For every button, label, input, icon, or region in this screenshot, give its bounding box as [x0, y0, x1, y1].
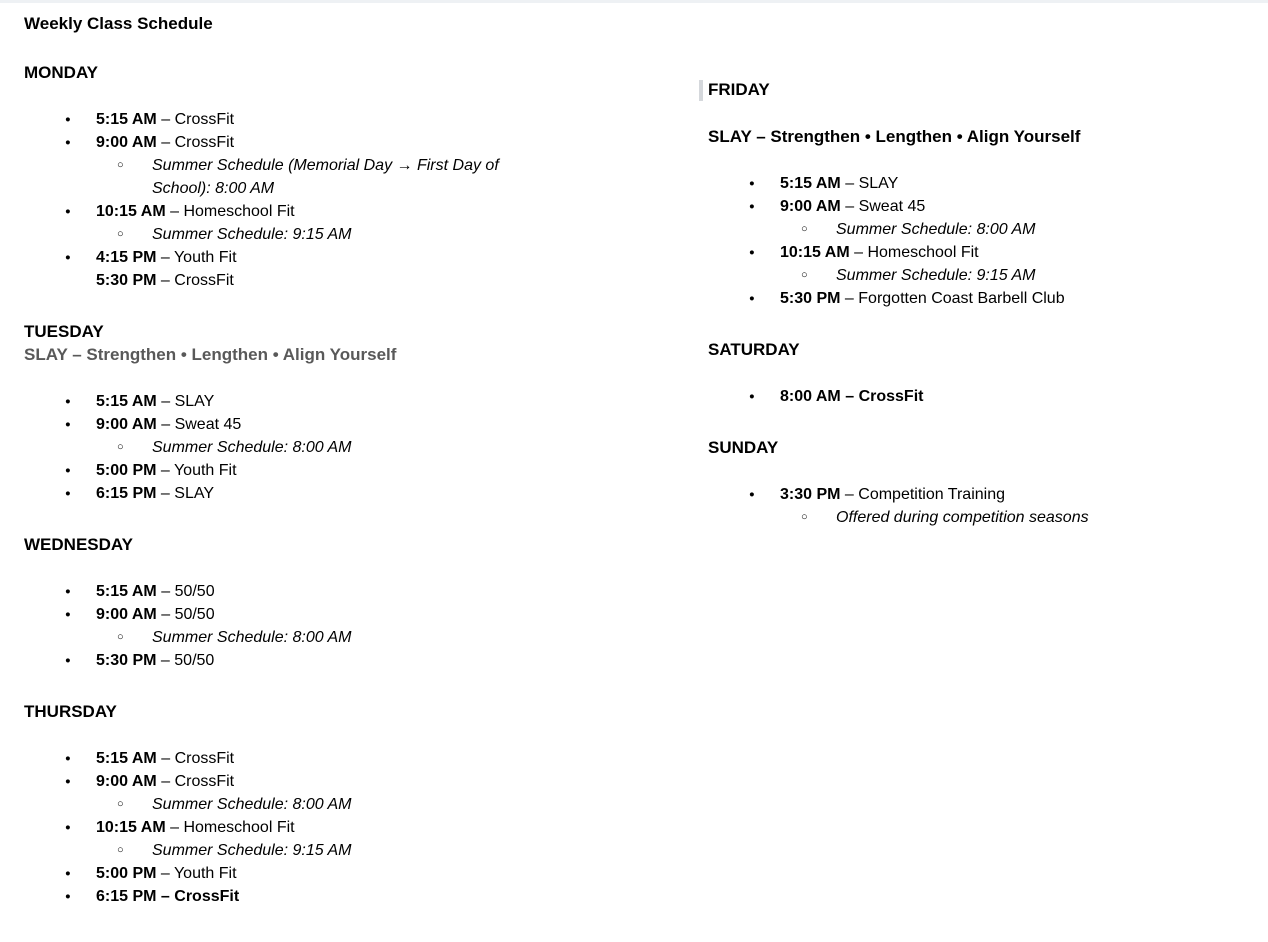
class-time: 10:15 AM	[780, 244, 850, 261]
summer-note: ○ Summer Schedule: 8:00 AM	[708, 218, 1236, 241]
class-separator: –	[840, 198, 859, 215]
class-name: Forgotten Coast Barbell Club	[858, 290, 1065, 307]
class-time: 5:15 AM	[96, 393, 157, 410]
class-name: CrossFit	[174, 111, 235, 128]
right-days-container	[708, 78, 1256, 529]
class-name: Homeschool Fit	[183, 819, 295, 836]
schedule-list-wednesday	[24, 580, 658, 672]
class-name: Sweat 45	[858, 198, 926, 215]
class-time: 9:00 AM	[96, 606, 157, 623]
day-heading-wednesday: WEDNESDAY	[24, 535, 133, 554]
class-name: Competition Training	[858, 486, 1006, 503]
schedule-item	[24, 747, 658, 770]
class-separator: –	[156, 485, 175, 502]
class-separator: –	[840, 388, 859, 405]
class-separator: –	[156, 393, 175, 410]
document-title: Weekly Class Schedule	[24, 14, 213, 33]
day-section-saturday	[708, 338, 1256, 408]
schedule-item	[708, 195, 1256, 218]
schedule-list-sunday	[708, 483, 1256, 529]
class-time: 6:15 PM	[96, 888, 157, 905]
schedule-item	[24, 885, 658, 908]
class-time: 10:15 AM	[96, 203, 166, 220]
schedule-item	[24, 580, 658, 603]
day-section-thursday	[24, 700, 658, 908]
class-name: 50/50	[174, 652, 215, 669]
summer-note: ○ Summer Schedule: 9:15 AM	[24, 839, 552, 862]
day-subtitle-tuesday: SLAY – Strengthen • Lengthen • Align Yourself	[24, 345, 397, 364]
class-separator: –	[156, 652, 175, 669]
class-separator: –	[156, 462, 174, 479]
schedule-item	[24, 269, 658, 292]
summer-note: ○ Summer Schedule: 9:15 AM	[708, 264, 1236, 287]
schedule-item	[24, 862, 658, 885]
schedule-item	[24, 603, 658, 626]
class-name: CrossFit	[174, 750, 235, 767]
schedule-item	[708, 483, 1256, 506]
class-time: 5:30 PM	[780, 290, 841, 307]
class-separator: –	[156, 134, 175, 151]
schedule-list-thursday	[24, 747, 658, 908]
day-section-friday	[708, 78, 1256, 310]
class-name: Homeschool Fit	[867, 244, 979, 261]
schedule-left-column	[24, 12, 658, 936]
schedule-list-tuesday	[24, 390, 658, 505]
class-name: SLAY	[174, 485, 214, 502]
class-separator: –	[156, 583, 175, 600]
class-time: 5:30 PM	[96, 272, 157, 289]
summer-note: ○ Summer Schedule: 8:00 AM	[24, 793, 552, 816]
class-name: Youth Fit	[173, 462, 237, 479]
class-separator: –	[840, 175, 859, 192]
schedule-item	[708, 385, 1256, 408]
class-time: 5:15 AM	[780, 175, 841, 192]
schedule-item	[24, 482, 658, 505]
class-separator: –	[156, 416, 175, 433]
schedule-item	[24, 200, 658, 223]
class-separator: –	[156, 865, 174, 882]
class-time: 5:00 PM	[96, 865, 157, 882]
day-section-wednesday	[24, 533, 658, 672]
day-heading-thursday: THURSDAY	[24, 702, 117, 721]
schedule-right-column	[708, 78, 1256, 557]
class-time: 3:30 PM	[780, 486, 841, 503]
class-time: 4:15 PM	[96, 249, 157, 266]
class-name: CrossFit	[858, 388, 924, 405]
class-name: CrossFit	[174, 888, 240, 905]
class-name: 50/50	[174, 606, 215, 623]
class-time: 5:15 AM	[96, 111, 157, 128]
class-separator: –	[165, 819, 184, 836]
schedule-item	[24, 816, 658, 839]
summer-note: ○ Summer Schedule (Memorial Day → First Day of School): 8:00 AM	[24, 154, 552, 200]
schedule-item	[24, 390, 658, 413]
schedule-item	[24, 459, 658, 482]
schedule-item	[24, 770, 658, 793]
schedule-list-saturday	[708, 385, 1256, 408]
day-heading-friday: FRIDAY	[708, 80, 770, 99]
day-section-tuesday	[24, 320, 658, 505]
class-time: 5:15 AM	[96, 750, 157, 767]
schedule-item	[24, 131, 658, 154]
left-days-container	[24, 61, 658, 908]
summer-note: ○ Summer Schedule: 8:00 AM	[24, 436, 552, 459]
class-name: Youth Fit	[173, 865, 237, 882]
day-subtitle-friday: SLAY – Strengthen • Lengthen • Align Yourself	[708, 127, 1081, 146]
day-section-sunday	[708, 436, 1256, 529]
day-heading-saturday: SATURDAY	[708, 340, 800, 359]
class-separator: –	[840, 486, 859, 503]
class-separator: –	[156, 750, 175, 767]
class-name: SLAY	[174, 393, 215, 410]
day-heading-monday: MONDAY	[24, 63, 98, 82]
class-name: CrossFit	[174, 134, 235, 151]
summer-note: ○ Summer Schedule: 9:15 AM	[24, 223, 552, 246]
class-name: CrossFit	[174, 272, 234, 289]
day-heading-sunday: SUNDAY	[708, 438, 779, 457]
schedule-item	[24, 649, 658, 672]
class-separator: –	[156, 888, 175, 905]
class-separator: –	[156, 111, 175, 128]
class-separator: –	[849, 244, 868, 261]
class-time: 6:15 PM	[96, 485, 157, 502]
class-separator: –	[156, 773, 175, 790]
class-name: SLAY	[858, 175, 899, 192]
schedule-list-friday	[708, 172, 1256, 310]
class-time: 9:00 AM	[96, 773, 157, 790]
summer-note: ○ Offered during competition seasons	[708, 506, 1236, 529]
class-time: 9:00 AM	[780, 198, 841, 215]
class-separator: –	[156, 272, 175, 289]
schedule-item	[708, 241, 1256, 264]
class-name: Youth Fit	[173, 249, 237, 266]
class-time: 5:15 AM	[96, 583, 157, 600]
schedule-list-monday	[24, 108, 658, 292]
schedule-item	[24, 413, 658, 436]
day-heading-tuesday: TUESDAY	[24, 322, 104, 341]
schedule-item	[708, 172, 1256, 195]
schedule-item	[708, 287, 1256, 310]
class-time: 9:00 AM	[96, 416, 157, 433]
class-separator: –	[840, 290, 859, 307]
window-edge-strip	[0, 0, 1268, 3]
class-name: 50/50	[174, 583, 215, 600]
schedule-item	[24, 108, 658, 131]
class-time: 10:15 AM	[96, 819, 166, 836]
day-section-monday	[24, 61, 658, 292]
class-time: 9:00 AM	[96, 134, 157, 151]
class-separator: –	[165, 203, 184, 220]
class-name: Sweat 45	[174, 416, 242, 433]
class-time: 8:00 AM	[780, 388, 841, 405]
text-cursor	[699, 80, 703, 101]
class-time: 5:30 PM	[96, 652, 157, 669]
schedule-item	[24, 246, 658, 269]
class-time: 5:00 PM	[96, 462, 157, 479]
class-separator: –	[156, 249, 174, 266]
class-name: Homeschool Fit	[183, 203, 295, 220]
class-separator: –	[156, 606, 175, 623]
class-name: CrossFit	[174, 773, 235, 790]
summer-note: ○ Summer Schedule: 8:00 AM	[24, 626, 552, 649]
